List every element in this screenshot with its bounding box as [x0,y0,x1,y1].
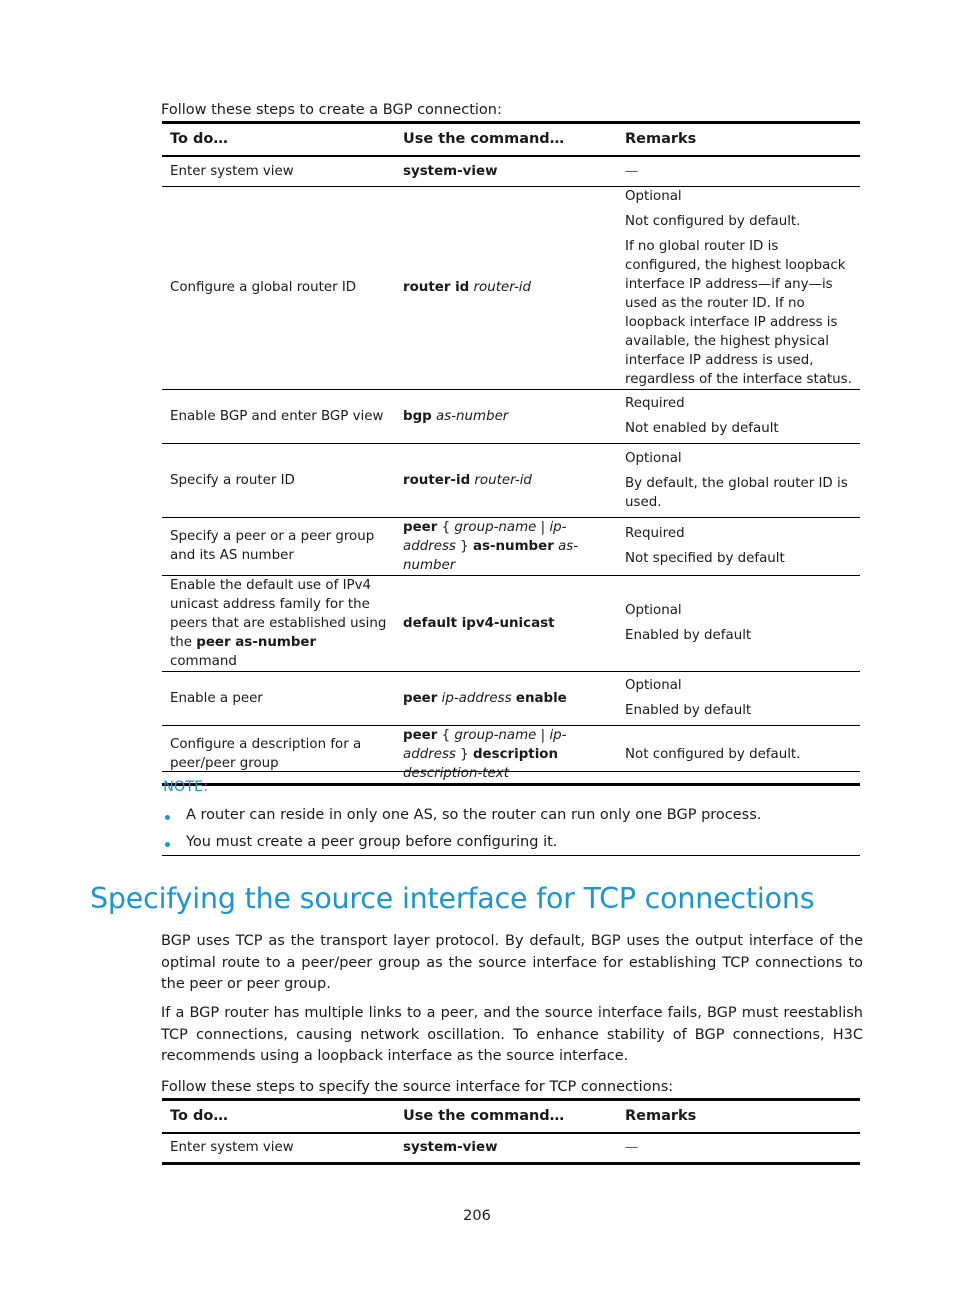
command-cell [395,186,617,389]
todo-cell: Enable BGP and enter BGP view [170,408,384,424]
remark-line: Not configured by default. [625,746,801,762]
command-keyword: default ipv4-unicast [403,615,555,631]
command-text: { [437,727,455,743]
command-text: { [437,519,455,535]
remark-line: Optional [625,603,682,618]
todo-cell: Specify a router ID [170,472,295,488]
todo-cell: Enter system view [170,163,294,179]
command-argument: as-number [403,538,579,573]
remark-line: Optional [625,678,682,693]
command-text: command [170,653,237,669]
remark-line: Not enabled by default [625,421,779,436]
todo-cell: Configure a description for a peer/peer group [170,737,362,771]
paragraph: If a BGP router has multiple links to a peer, and the source interface fails, BGP must reestablish TCP connections, causing network oscillation. To enhance stability of BGP connections, H3C recommends using a loopback interface as the source interface. [161,1005,863,1064]
command-argument: group-name [454,519,537,535]
note-item: You must create a peer group before configuring it. [186,834,558,850]
command-keyword: system-view [403,1140,498,1156]
todo-cell: Specify a peer or a peer group and its AS number [170,529,375,563]
command-argument: router-id [473,280,532,295]
remark-line: Not configured by default. [625,213,801,229]
command-text: Enable the default use of IPv4 unicast address family for the peers that are established using the [170,577,387,650]
command-keyword: bgp [403,408,432,424]
command-argument: router-id [474,472,532,488]
header-todo: To do… [170,1108,228,1124]
remarks-cell [617,156,860,186]
remark-line: Optional [625,450,682,466]
header-remarks: Remarks [625,131,697,147]
bullet-icon [165,842,170,847]
table-row [162,156,860,186]
remark-line: Required [625,396,685,411]
remarks-cell [617,575,860,671]
command-text: | [536,519,550,535]
bgp-connection-table [162,121,860,786]
command-cell [395,156,617,186]
note-item: A router can reside in only one AS, so the router can run only one BGP process. [186,807,762,823]
remark-line: Required [625,526,685,541]
bullet-icon [165,815,170,820]
table-row [162,575,860,671]
command-argument: ip-address [403,727,567,762]
table-row [162,443,860,517]
remarks-cell [617,186,860,389]
remark-line: — [625,163,639,179]
table-row [162,389,860,443]
command-keyword: router id [403,280,470,295]
note-label: NOTE: [163,779,209,795]
command-keyword: enable [515,690,567,706]
command-keyword: as-number [472,538,554,554]
header-command: Use the command… [403,131,565,147]
section-title: Specifying the source interface for TCP connections [90,882,815,915]
remark-line: — [625,1140,639,1156]
command-cell [395,1133,617,1163]
remarks-cell [617,671,860,725]
command-cell [395,443,617,517]
todo-cell [162,575,395,671]
command-cell [395,517,617,575]
command-argument: ip-address [441,690,512,706]
table2-intro: Follow these steps to specify the source interface for TCP connections: [161,1079,674,1095]
remarks-cell [617,389,860,443]
command-cell [395,575,617,671]
todo-cell: Configure a global router ID [170,280,357,295]
header-todo: To do… [170,131,228,147]
table-row [162,517,860,575]
paragraph: BGP uses TCP as the transport layer protocol. By default, BGP uses the output interface of the optimal route to a peer/peer group as the source interface for establishing TCP connections to the peer or peer group. [161,933,863,992]
remark-line: Not specified by default [625,551,785,566]
header-command: Use the command… [403,1108,565,1124]
remarks-cell [617,443,860,517]
command-keyword: router-id [403,472,471,488]
command-text: | [536,727,550,743]
command-keyword: peer as-number [196,634,317,650]
header-remarks: Remarks [625,1108,697,1124]
command-argument: group-name [454,727,537,743]
todo-cell: Enable a peer [170,690,263,706]
table-row [162,186,860,389]
remark-line: If no global router ID is configured, the highest loopback interface IP address—if any—is used as the router ID. If no loopback interface IP address is available, the highest physical interface IP address is used, regardless of the interface status. [625,238,852,387]
table-row [162,671,860,725]
command-keyword: description [472,746,559,762]
table-row [162,1133,860,1163]
source-interface-table [162,1098,860,1165]
remark-line: Enabled by default [625,628,752,643]
command-cell [395,389,617,443]
remark-line: By default, the global router ID is used. [625,475,848,510]
command-keyword: peer [403,690,438,706]
command-argument: ip-address [403,519,567,554]
note-box [162,771,860,856]
remarks-cell [617,1133,860,1163]
remark-line: Enabled by default [625,703,752,718]
remarks-cell [617,517,860,575]
command-argument: description-text [403,765,509,781]
command-cell [395,671,617,725]
page-number: 206 [463,1208,491,1224]
table-header-row [162,1100,860,1134]
todo-cell: Enter system view [170,1140,294,1156]
command-keyword: peer [403,727,438,743]
command-text: } [455,746,473,762]
command-keyword: peer [403,519,438,535]
command-keyword: system-view [403,163,498,179]
command-text: } [455,538,473,554]
table-header-row [162,123,860,157]
command-argument: as-number [436,408,509,424]
remark-line: Optional [625,188,682,204]
table1-intro: Follow these steps to create a BGP connection: [161,102,502,118]
